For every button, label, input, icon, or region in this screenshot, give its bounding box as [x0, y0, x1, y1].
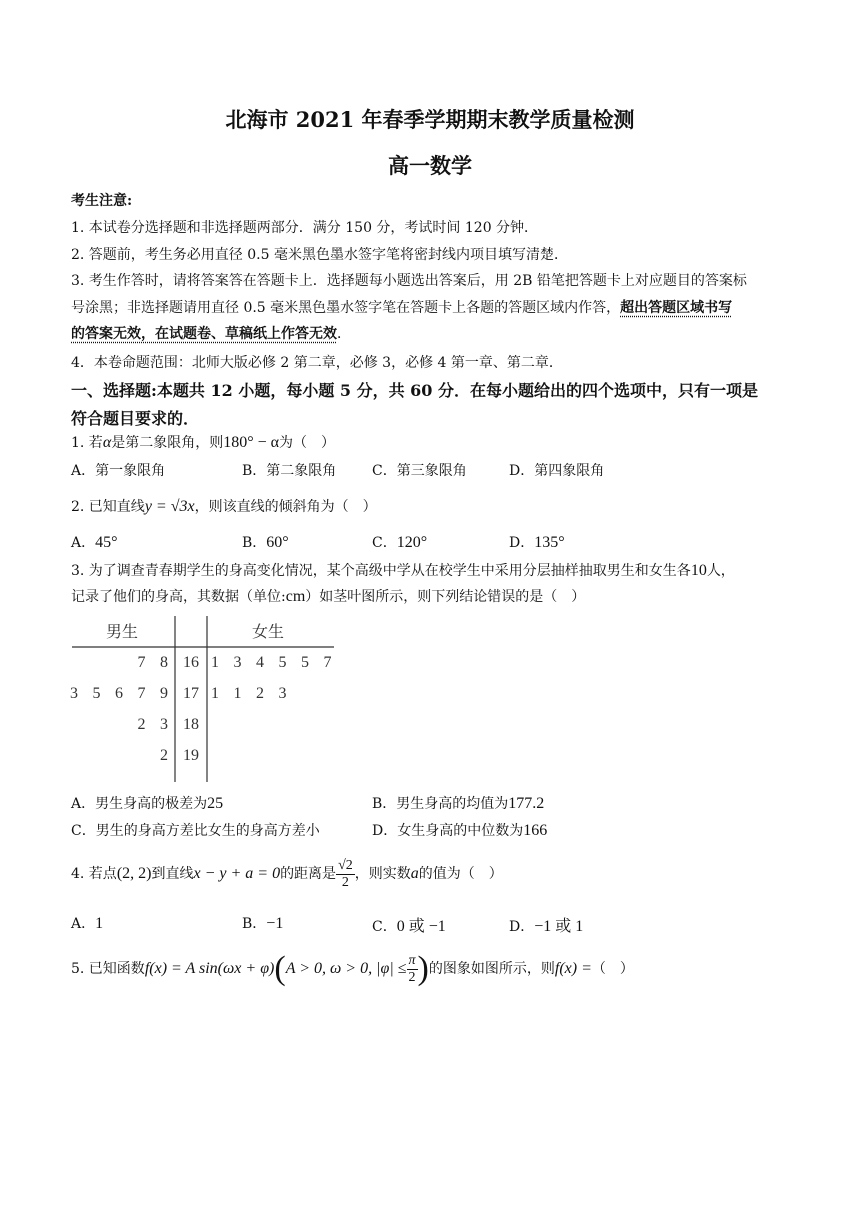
notice-emphasis-1: 超出答题区域书写 [620, 300, 733, 316]
q4-option-c-letter: C． [372, 919, 397, 935]
female-leaf: 4 [256, 654, 264, 671]
female-leaf: 1 [211, 685, 219, 702]
q3-option-a-num: 25 [207, 795, 224, 812]
q3-text-4: ）如茎叶图所示，则下列结论错误的是（ ） [305, 589, 586, 605]
stem-value: 16 [183, 654, 199, 671]
q5-frac-den: 2 [408, 969, 416, 985]
exam-subtitle: 高一数学 [388, 153, 472, 178]
q4-variable: a [410, 865, 419, 882]
q4-option-c-value: 0 或 −1 [396, 918, 446, 935]
q3-option-c-text: C．男生的身高方差比女生的身高方差小 [71, 823, 320, 839]
q2-option-a[interactable] [71, 532, 118, 552]
q5-right-paren: ) [417, 950, 429, 987]
section-heading-line2: 符合题目要求的． [71, 409, 200, 428]
male-leaf: 7 [137, 654, 146, 671]
female-leaf: 1 [211, 654, 219, 671]
male-leaf: 5 [92, 685, 101, 702]
q4-option-c[interactable] [372, 913, 446, 936]
female-label: 女生 [251, 624, 285, 641]
q1-text-3: 为（ ） [279, 435, 336, 451]
female-leaf: 5 [278, 654, 287, 671]
q2-option-a-value: 45° [95, 534, 118, 551]
q4-text-2: 到直线 [151, 866, 194, 882]
q3-option-b-num: 177.2 [508, 795, 545, 812]
question-3-stem-line2 [71, 586, 585, 606]
q2-option-d[interactable] [509, 532, 565, 552]
q1-text-1: 1. 若 [71, 435, 103, 451]
female-leaf: 2 [256, 685, 264, 702]
q5-conditions: A > 0, ω > 0, |φ| ≤ [285, 960, 407, 977]
notice-item-3-text: 号涂黑；非选择题请用直径 0.5 毫米黑色墨水签字笔在答题卡上各题的答题区域内作答， [71, 300, 621, 316]
q4-frac-den: 2 [341, 874, 349, 890]
q2-option-b[interactable] [242, 532, 289, 552]
notice-item-3-end [71, 323, 351, 343]
q2-expression: y = √3x [144, 498, 195, 515]
q3-option-b[interactable] [372, 793, 544, 813]
stem-leaf-rows [70, 654, 332, 764]
q4-frac-num: √2 [338, 858, 353, 874]
q2-option-d-value: 135° [534, 534, 565, 551]
exam-title: 北海市 2021 年春季学期期末教学质量检测 [225, 107, 635, 132]
q3-text-1: 3. 为了调查青春期学生的身高变化情况，某个高级中学从在校学生中采用分层抽样抽取男生和女生各 [71, 563, 691, 579]
q2-option-b-value: 60° [266, 534, 289, 551]
q5-text-3: （ ） [591, 961, 634, 977]
q4-option-d-letter: D． [509, 919, 535, 935]
q3-option-d-num: 166 [523, 822, 548, 839]
q2-option-c[interactable] [372, 532, 427, 552]
notice-item-4: 4．本卷命题范围：北师大版必修 2 第二章，必修 3，必修 4 第一章、第二章． [71, 355, 563, 371]
question-3-stem-line1 [71, 560, 735, 580]
q3-option-d[interactable] [372, 820, 547, 840]
q4-option-d-value: −1 或 1 [534, 918, 584, 935]
male-leaf: 3 [160, 716, 168, 733]
male-leaf: 8 [160, 654, 168, 671]
q4-text-5: 的值为（ ） [418, 866, 503, 882]
section-heading-line1: 一、选择题:本题共 12 小题，每小题 5 分，共 60 分．在每小题给出的四个选项中，只有一项是 [71, 381, 758, 400]
q2-text-1: 2. 已知直线 [71, 499, 145, 515]
q5-fx: f(x) = [554, 960, 592, 977]
notice-item-3: 3. 考生作答时，请将答案答在答题卡上．选择题每小题选出答案后，用 2B 铅笔把答题卡上对应题目的答案标 [71, 273, 747, 289]
q4-option-b-value: −1 [266, 915, 284, 932]
q5-frac-num: π [408, 953, 416, 969]
notice-emphasis-2: 的答案无效，在试题卷、草稿纸上作答无效 [71, 326, 337, 342]
q3-option-a-text: A．男生身高的极差为 [71, 796, 208, 812]
notice-period: ． [337, 326, 351, 342]
stem-value: 19 [183, 747, 199, 764]
male-leaf: 9 [160, 685, 168, 702]
male-label: 男生 [105, 624, 139, 641]
q3-option-b-text: B．男生身高的均值为 [372, 796, 509, 812]
question-1-stem [71, 432, 335, 452]
q4-text-1: 4. 若点 [71, 866, 117, 882]
q4-option-a-letter: A． [71, 916, 96, 932]
q2-option-d-letter: D． [509, 535, 535, 551]
stem-value: 18 [183, 716, 199, 733]
q1-option-b[interactable]: B．第二象限角 [242, 463, 337, 479]
q2-text-2: ，则该直线的倾斜角为（ ） [194, 499, 377, 515]
q3-text-3: 记录了他们的身高，其数据（单位: [71, 589, 286, 605]
notice-item-2: 2. 答题前，考生务必用直径 0.5 毫米黑色墨水签字笔将密封线内项目填写清楚． [71, 247, 568, 263]
q1-option-a[interactable]: A．第一象限角 [71, 463, 166, 479]
q4-option-b[interactable] [242, 913, 283, 933]
q3-text-2: 人， [706, 563, 735, 579]
stem-value: 17 [183, 685, 199, 702]
male-leaf: 7 [137, 685, 146, 702]
q3-option-c[interactable] [71, 820, 320, 840]
male-leaf: 2 [137, 716, 146, 733]
q4-option-a-value: 1 [95, 915, 104, 932]
notice-item-3-cont [71, 297, 732, 317]
q3-option-d-text: D．女生身高的中位数为 [372, 823, 524, 839]
q4-text-4: ，则实数 [354, 866, 411, 882]
q5-text-2: 的图象如图所示，则 [428, 961, 555, 977]
q2-option-c-letter: C． [372, 535, 397, 551]
q2-option-c-value: 120° [396, 534, 428, 551]
q1-text-2: 是第二象限角，则 [111, 435, 224, 451]
q5-text-1: 5. 已知函数 [71, 961, 145, 977]
question-2-stem [71, 496, 377, 516]
q1-option-c[interactable]: C．第三象限角 [372, 463, 467, 479]
question-4-stem [71, 852, 503, 896]
q3-unit: cm [285, 588, 306, 605]
q3-option-a[interactable] [71, 793, 223, 813]
stem-leaf-plot [68, 614, 338, 786]
male-leaf: 3 [70, 685, 78, 702]
notice-heading: 考生注意: [71, 193, 133, 209]
q4-distance-fraction [336, 858, 355, 890]
q4-option-b-letter: B． [242, 916, 267, 932]
q3-count: 10 [690, 562, 707, 579]
notice-item-1: 1. 本试卷分选择题和非选择题两部分．满分 150 分，考试时间 120 分钟． [71, 220, 539, 236]
q5-pi-fraction [407, 953, 418, 985]
question-5-stem [71, 944, 634, 994]
q2-option-a-letter: A． [71, 535, 96, 551]
q4-option-a[interactable] [71, 913, 103, 933]
female-leaf: 3 [233, 654, 242, 671]
female-leaf: 7 [323, 654, 332, 671]
male-leaf: 2 [160, 747, 168, 764]
q1-expression: 180° − α [223, 434, 280, 451]
female-leaf: 1 [233, 685, 242, 702]
female-leaf: 3 [278, 685, 287, 702]
q4-option-d[interactable] [509, 913, 583, 936]
q1-option-d[interactable]: D．第四象限角 [509, 463, 605, 479]
q5-left-paren: ( [274, 950, 286, 987]
female-leaf: 5 [301, 654, 309, 671]
q4-point: (2, 2) [116, 865, 152, 882]
q1-alpha: α [102, 434, 112, 451]
male-leaf: 6 [115, 685, 123, 702]
q4-line-equation: x − y + a = 0 [193, 865, 281, 882]
q2-option-b-letter: B． [242, 535, 267, 551]
q5-function: f(x) = A sin(ωx + φ) [144, 960, 275, 977]
q4-text-3: 的距离是 [280, 866, 337, 882]
